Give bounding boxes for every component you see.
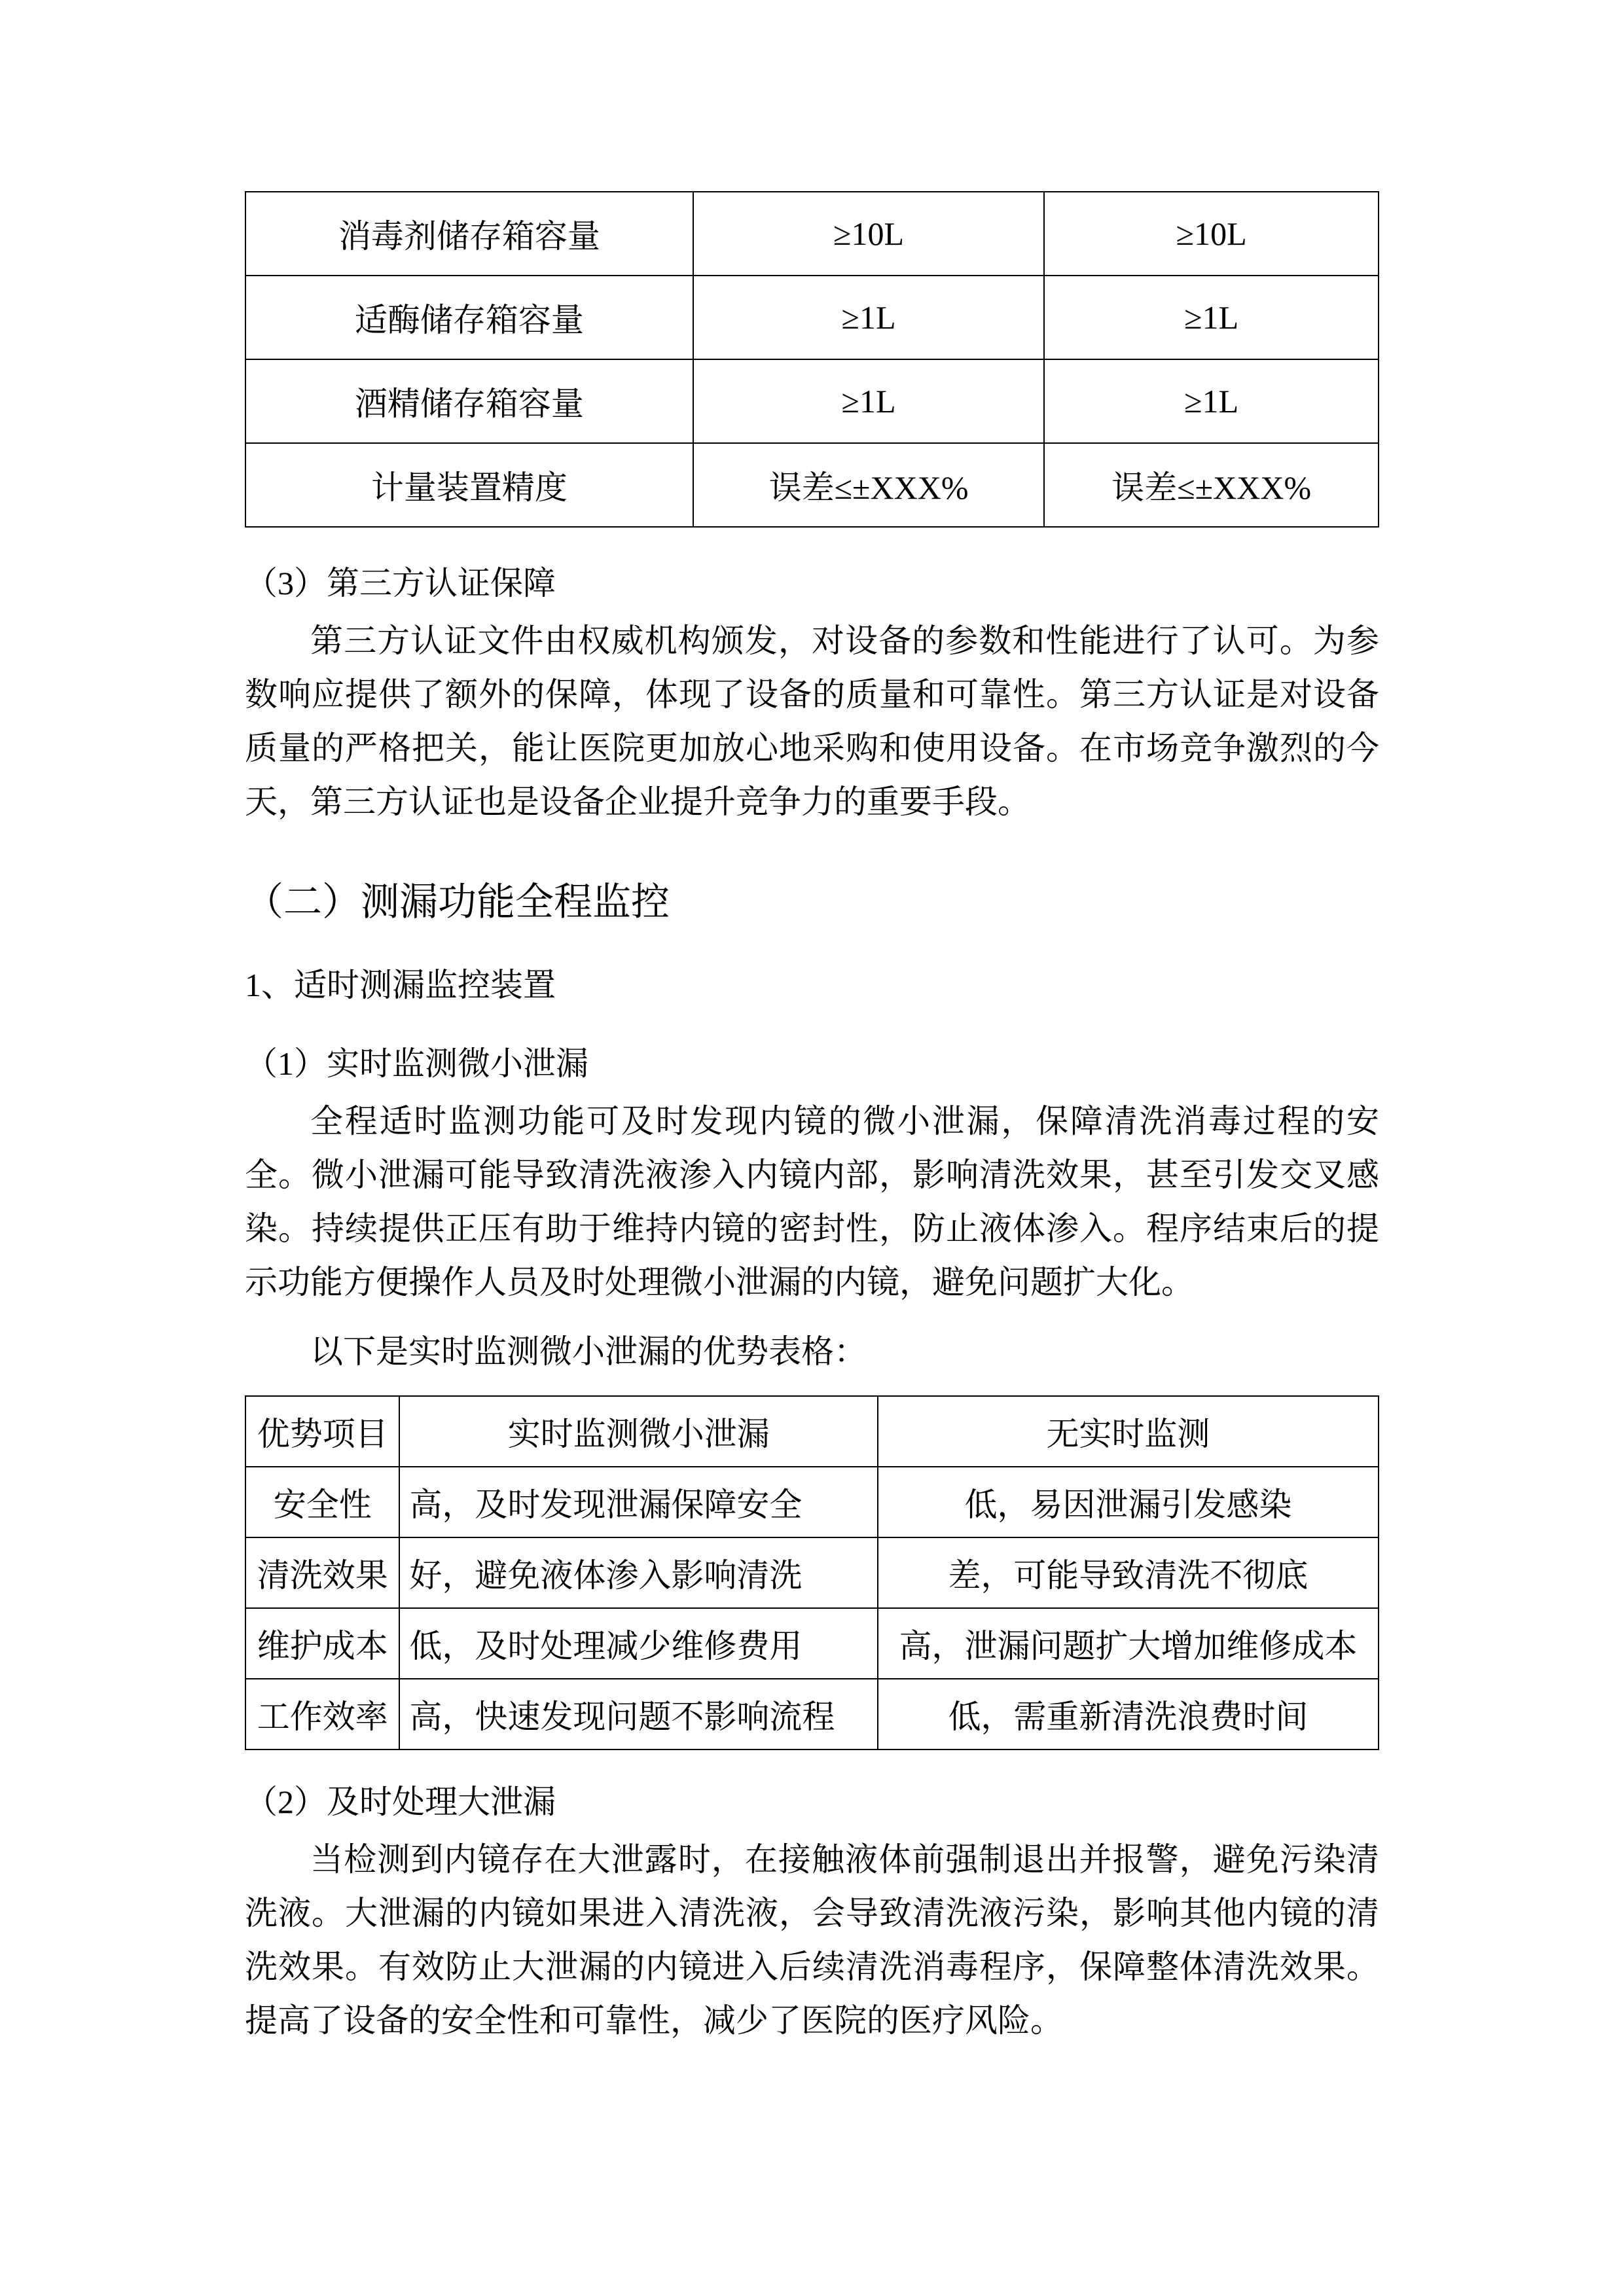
paragraph-realtime-monitoring: 全程适时监测功能可及时发现内镜的微小泄漏，保障清洗消毒过程的安全。微小泄漏可能导致清洗液渗入内镜内部，影响清洗效果，甚至引发交叉感染。持续提供正压有助于维持内镜的密封性，防止液体渗入。程序结束后的提示功能方便操作人员及时处理微小泄漏的内镜，避免问题扩大化。 bbox=[245, 1103, 1379, 1300]
spec-table-row bbox=[245, 276, 1379, 359]
spec-table-row bbox=[245, 359, 1379, 443]
advantage-header-with-monitoring: 实时监测微小泄漏 bbox=[399, 1396, 877, 1467]
spec-name-cell: 消毒剂储存箱容量 bbox=[245, 192, 693, 276]
advantage-table-row bbox=[245, 1679, 1379, 1749]
advantage-table-header-row bbox=[245, 1396, 1379, 1467]
advantage-without-cell: 高，泄漏问题扩大增加维修成本 bbox=[878, 1608, 1379, 1679]
spec-name-cell: 适酶储存箱容量 bbox=[245, 276, 693, 359]
advantage-item-cell: 安全性 bbox=[245, 1467, 399, 1537]
heading-item-realtime-monitoring: （1）实时监测微小泄漏 bbox=[245, 1045, 588, 1082]
spec-table-row bbox=[245, 443, 1379, 527]
advantage-table-row bbox=[245, 1608, 1379, 1679]
advantage-with-cell: 高，及时发现泄漏保障安全 bbox=[399, 1467, 877, 1537]
advantage-without-cell: 低，易因泄漏引发感染 bbox=[878, 1467, 1379, 1537]
heading-item-big-leak: （2）及时处理大泄漏 bbox=[245, 1784, 556, 1820]
advantage-table-intro: 以下是实时监测微小泄漏的优势表格： bbox=[310, 1333, 867, 1370]
spec-value-cell: ≥10L bbox=[693, 192, 1045, 276]
advantage-without-cell: 差，可能导致清洗不彻底 bbox=[878, 1537, 1379, 1608]
advantage-header-item: 优势项目 bbox=[245, 1396, 399, 1467]
spec-value-cell: 误差≤±XXX% bbox=[1044, 443, 1379, 527]
paragraph-big-leak: 当检测到内镜存在大泄露时，在接触液体前强制退出并报警，避免污染清洗液。大泄漏的内镜如果进入清洗液，会导致清洗液污染，影响其他内镜的清洗效果。有效防止大泄漏的内镜进入后续清洗消毒程序，保障整体清洗效果。提高了设备的安全性和可靠性，减少了医院的医疗风险。 bbox=[245, 1841, 1379, 2039]
spec-value-cell: ≥1L bbox=[1044, 276, 1379, 359]
advantage-table bbox=[245, 1395, 1379, 1750]
paragraph-third-party-certification: 第三方认证文件由权威机构颁发，对设备的参数和性能进行了认可。为参数响应提供了额外的保障，体现了设备的质量和可靠性。第三方认证是对设备质量的严格把关，能让医院更加放心地采购和使用设备。在市场竞争激烈的今天，第三方认证也是设备企业提升竞争力的重要手段。 bbox=[245, 622, 1379, 820]
spec-value-cell: ≥1L bbox=[1044, 359, 1379, 443]
heading-subsection-leak-device: 1、适时测漏监控装置 bbox=[245, 967, 556, 1003]
advantage-item-cell: 工作效率 bbox=[245, 1679, 399, 1749]
spec-value-cell: 误差≤±XXX% bbox=[693, 443, 1045, 527]
advantage-without-cell: 低，需重新清洗浪费时间 bbox=[878, 1679, 1379, 1749]
advantage-with-cell: 低，及时处理减少维修费用 bbox=[399, 1608, 877, 1679]
spec-name-cell: 酒精储存箱容量 bbox=[245, 359, 693, 443]
advantage-with-cell: 高，快速发现问题不影响流程 bbox=[399, 1679, 877, 1749]
spec-table-row bbox=[245, 192, 1379, 276]
spec-table bbox=[245, 191, 1379, 528]
advantage-item-cell: 清洗效果 bbox=[245, 1537, 399, 1608]
spec-value-cell: ≥1L bbox=[693, 359, 1045, 443]
heading-third-party-certification: （3）第三方认证保障 bbox=[245, 565, 556, 601]
advantage-table-row bbox=[245, 1537, 1379, 1608]
spec-name-cell: 计量装置精度 bbox=[245, 443, 693, 527]
spec-value-cell: ≥10L bbox=[1044, 192, 1379, 276]
advantage-header-without-monitoring: 无实时监测 bbox=[878, 1396, 1379, 1467]
advantage-table-row bbox=[245, 1467, 1379, 1537]
heading-section-leak-monitoring: （二）测漏功能全程监控 bbox=[245, 880, 670, 924]
advantage-item-cell: 维护成本 bbox=[245, 1608, 399, 1679]
advantage-with-cell: 好，避免液体渗入影响清洗 bbox=[399, 1537, 877, 1608]
spec-value-cell: ≥1L bbox=[693, 276, 1045, 359]
